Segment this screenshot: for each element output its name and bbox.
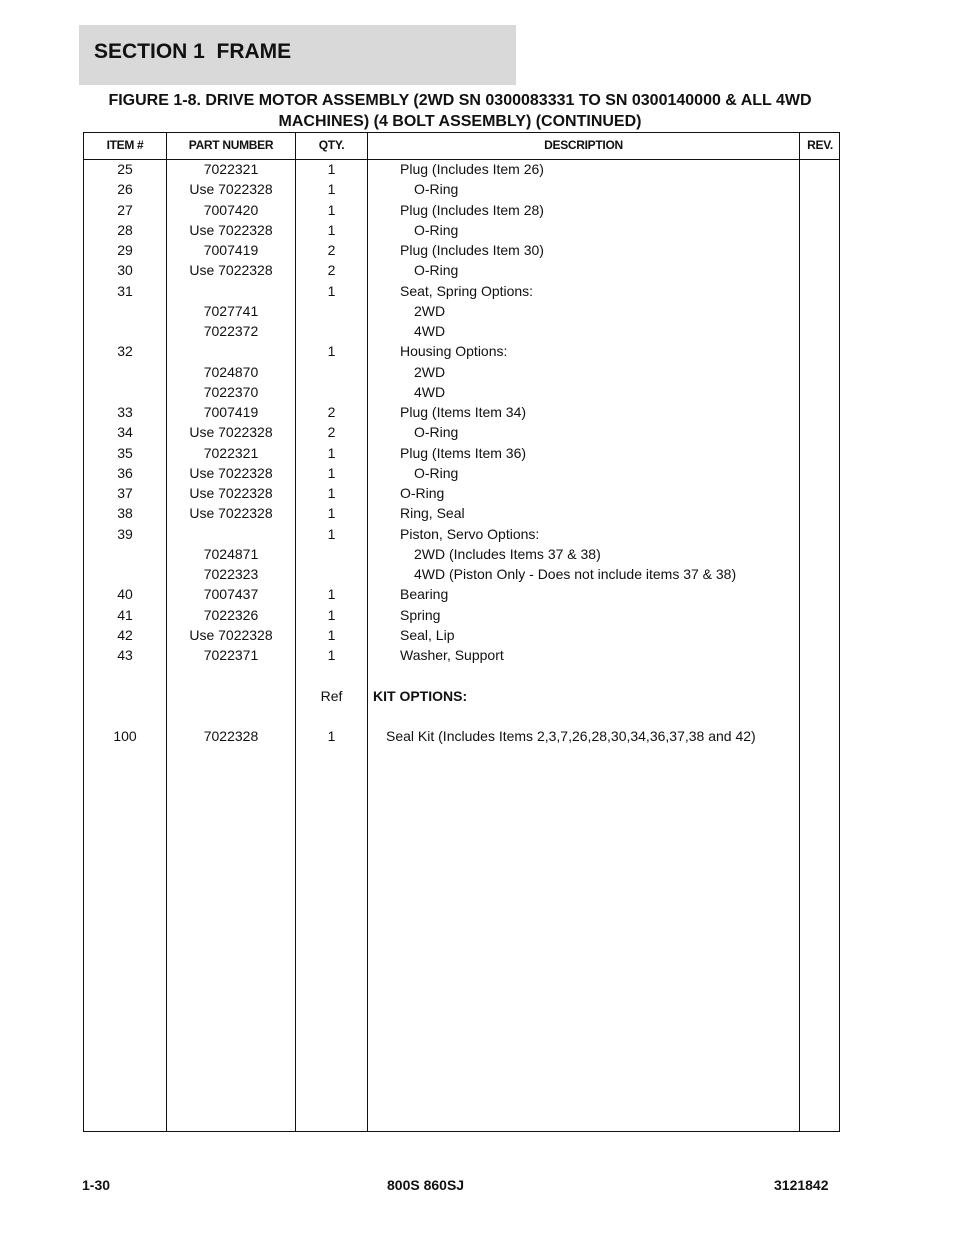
- table-row: [84, 422, 839, 442]
- item-number-cell: 40: [117, 586, 133, 603]
- description-cell: Plug (Items Item 36): [400, 444, 527, 461]
- header-rev: REV.: [807, 138, 833, 152]
- description-cell: 4WD: [414, 323, 446, 339]
- description-cell: O-Ring: [414, 464, 459, 481]
- table-row: [84, 362, 839, 382]
- table-row: [84, 524, 839, 544]
- item-number-cell: 39: [117, 525, 133, 542]
- table-row: [84, 402, 839, 422]
- description-cell: Bearing: [400, 586, 449, 603]
- item-number-cell: 26: [117, 181, 133, 198]
- table-row: [84, 645, 839, 665]
- quantity-cell: 2: [327, 262, 336, 279]
- description-cell: Seal, Lip: [400, 626, 455, 643]
- table-row: [84, 281, 839, 301]
- description-cell: O-Ring: [414, 424, 459, 441]
- description-cell: Ring, Seal: [400, 505, 465, 522]
- item-number-cell: 43: [117, 647, 133, 663]
- description-cell: O-Ring: [414, 181, 459, 198]
- table-row: [84, 443, 839, 463]
- quantity-cell: 1: [327, 181, 336, 198]
- parts-table: [83, 132, 840, 1132]
- table-row: [84, 726, 839, 746]
- description-cell: Seat, Spring Options:: [400, 282, 534, 299]
- part-number-cell: 7022321: [203, 444, 259, 461]
- quantity-cell: 2: [327, 424, 336, 441]
- description-cell: O-Ring: [400, 485, 445, 501]
- quantity-cell: 1: [327, 464, 336, 481]
- part-number-cell: 7022371: [203, 647, 259, 663]
- item-number-cell: 31: [117, 282, 133, 299]
- footer-model: 800S 860SJ: [387, 1177, 465, 1193]
- quantity-cell: 1: [327, 444, 336, 461]
- table-row: [84, 260, 839, 280]
- description-cell: Plug (Includes Item 30): [400, 242, 544, 258]
- item-number-cell: 100: [113, 728, 137, 744]
- part-number-cell: Use 7022328: [189, 464, 273, 481]
- description-cell: 4WD (Piston Only - Does not include items 37 & 38): [414, 566, 737, 582]
- description-cell: Plug (Includes Item 26): [400, 161, 544, 177]
- quantity-cell: 1: [327, 647, 336, 663]
- quantity-cell: 1: [327, 525, 336, 542]
- table-row: [84, 564, 839, 584]
- quantity-cell: 1: [327, 606, 336, 623]
- item-number-cell: 32: [117, 343, 133, 360]
- table-row: [84, 544, 839, 564]
- quantity-cell: 1: [327, 586, 336, 603]
- quantity-cell: 1: [327, 282, 336, 299]
- description-cell: Piston, Servo Options:: [400, 525, 540, 542]
- item-number-cell: 38: [117, 505, 133, 522]
- footer-page-number: 1-30: [82, 1177, 111, 1193]
- table-row: [84, 382, 839, 402]
- part-number-cell: Use 7022328: [189, 424, 273, 441]
- figure-title: [79, 90, 841, 132]
- description-cell: Seal Kit (Includes Items 2,3,7,26,28,30,34,36,37,38 and 42): [386, 728, 756, 744]
- description-cell: 4WD: [414, 383, 446, 400]
- quantity-cell: Ref: [320, 687, 343, 704]
- table-row: [84, 240, 839, 260]
- part-number-cell: 7022328: [203, 728, 259, 744]
- header-description: DESCRIPTION: [544, 138, 623, 152]
- part-number-cell: 7024870: [203, 363, 259, 380]
- header-qty: QTY.: [318, 138, 345, 152]
- description-cell: Housing Options:: [400, 343, 508, 360]
- part-number-cell: Use 7022328: [189, 181, 273, 198]
- table-row: [84, 463, 839, 483]
- description-cell: Plug (Includes Item 28): [400, 201, 544, 218]
- table-row: [84, 665, 839, 685]
- item-number-cell: 34: [117, 424, 133, 441]
- part-number-cell: Use 7022328: [189, 262, 273, 279]
- item-number-cell: 27: [117, 201, 133, 218]
- part-number-cell: Use 7022328: [189, 221, 273, 238]
- table-row: [84, 179, 839, 199]
- description-cell: O-Ring: [414, 221, 459, 238]
- table-row: [84, 159, 839, 179]
- description-cell: O-Ring: [414, 262, 459, 279]
- description-cell: 2WD: [414, 363, 446, 380]
- description-cell: Plug (Items Item 34): [400, 404, 527, 420]
- part-number-cell: Use 7022328: [189, 626, 273, 643]
- quantity-cell: 2: [327, 242, 336, 258]
- quantity-cell: 1: [327, 343, 336, 360]
- part-number-cell: Use 7022328: [189, 505, 273, 522]
- item-number-cell: 35: [117, 444, 133, 461]
- table-row: [84, 200, 839, 220]
- table-body: [84, 159, 839, 746]
- quantity-cell: 1: [327, 626, 336, 643]
- quantity-cell: 1: [327, 485, 336, 501]
- description-cell: Washer, Support: [400, 647, 504, 663]
- quantity-cell: 1: [327, 221, 336, 238]
- table-row: [84, 686, 839, 706]
- part-number-cell: 7007419: [203, 404, 259, 420]
- item-number-cell: 37: [117, 485, 133, 501]
- part-number-cell: 7024871: [203, 545, 259, 562]
- part-number-cell: 7022372: [203, 323, 259, 339]
- description-cell: Spring: [400, 606, 441, 623]
- header-part-number: PART NUMBER: [188, 138, 274, 152]
- quantity-cell: 1: [327, 728, 336, 744]
- item-number-cell: 28: [117, 221, 133, 238]
- description-cell: KIT OPTIONS:: [373, 687, 468, 704]
- table-row: [84, 625, 839, 645]
- description-cell: 2WD (Includes Items 37 & 38): [414, 545, 601, 562]
- table-row: [84, 341, 839, 361]
- part-number-cell: 7027741: [203, 302, 259, 319]
- part-number-cell: Use 7022328: [189, 485, 273, 501]
- description-cell: 2WD: [414, 302, 446, 319]
- item-number-cell: 42: [117, 626, 133, 643]
- part-number-cell: 7022370: [203, 383, 259, 400]
- header-item: ITEM #: [106, 138, 144, 152]
- item-number-cell: 25: [117, 161, 133, 177]
- quantity-cell: 1: [327, 161, 336, 177]
- quantity-cell: 2: [327, 404, 336, 420]
- item-number-cell: 30: [117, 262, 133, 279]
- figure-title-line2: MACHINES) (4 BOLT ASSEMBLY) (CONTINUED): [278, 113, 642, 130]
- part-number-cell: 7007419: [203, 242, 259, 258]
- table-row: [84, 321, 839, 341]
- item-number-cell: 33: [117, 404, 133, 420]
- table-row: [84, 605, 839, 625]
- figure-title-line1: FIGURE 1-8. DRIVE MOTOR ASSEMBLY (2WD SN 0300083331 TO SN 0300140000 & ALL 4WD: [108, 92, 812, 109]
- item-number-cell: 29: [117, 242, 133, 258]
- part-number-cell: 7007420: [203, 201, 259, 218]
- section-title: SECTION 1 FRAME: [94, 40, 292, 63]
- table-row: [84, 503, 839, 523]
- quantity-cell: 1: [327, 201, 336, 218]
- table-row: [84, 483, 839, 503]
- quantity-cell: 1: [327, 505, 336, 522]
- item-number-cell: 41: [117, 606, 133, 623]
- footer-doc-number: 3121842: [774, 1177, 829, 1193]
- table-row: [84, 301, 839, 321]
- part-number-cell: 7022321: [203, 161, 259, 177]
- table-row: [84, 706, 839, 726]
- part-number-cell: 7007437: [203, 586, 259, 603]
- table-row: [84, 220, 839, 240]
- table-row: [84, 584, 839, 604]
- item-number-cell: 36: [117, 464, 133, 481]
- part-number-cell: 7022323: [203, 566, 259, 582]
- part-number-cell: 7022326: [203, 606, 259, 623]
